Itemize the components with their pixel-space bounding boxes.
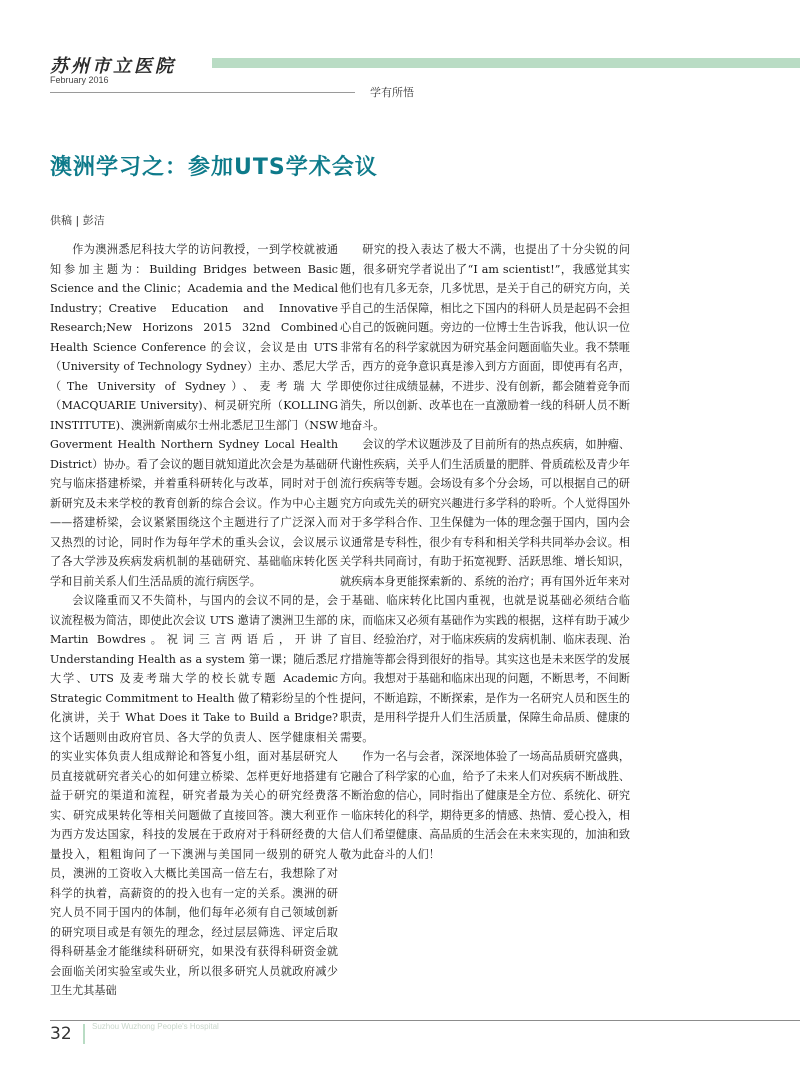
header-divider bbox=[50, 92, 355, 93]
paragraph: 作为澳洲悉尼科技大学的访问教授，一到学校就被通知参加主题为：Building Bridges between Basic Science and the Clinic；Academia and the Medical Industry；Creative Education and Innovative Research;New Horizons 2015 32nd Combined Health Science Conference 的会议，会议是由 UTS（University of Technology Sydney）主办、悉尼大学（The University of Sydney）、麦考瑞大学（MACQUARIE University)、柯灵研究所（KOLLING INSTITUTE)、澳洲新南威尔士州北悉尼卫生部门（NSW Goverment Health Northern Sydney Local Health District）协办。看了会议的题目就知道此次会是为基础研究与临床搭建桥梁，并着重科研转化与改革，同时对于创新研究及未来学校的教育创新的综合会议。作为中心主题——搭建桥梁，会议紧紧围绕这个主题进行了广泛深入而又热烈的讨论，同时作为每年学术的重头会议，会议展示了各大学涉及疾病发病机制的基础研究、基础临床转化医学和目前关系人们生活品质的流行病医学。 bbox=[50, 243, 338, 588]
hospital-name: 苏州市立医院 bbox=[50, 56, 176, 77]
header-accent-bar bbox=[212, 58, 800, 68]
page-number: 32 bbox=[50, 1024, 72, 1044]
article-title: 澳洲学习之：参加UTS学术会议 bbox=[50, 155, 378, 180]
issue-date: February 2016 bbox=[50, 75, 109, 85]
right-column bbox=[340, 240, 630, 864]
left-column bbox=[50, 240, 338, 1001]
paragraph: 研究的投入表达了极大不满，也提出了十分尖锐的问题，很多研究学者说出了“I am scientist!”，我感觉其实他们也有几多无奈，几多忧思，是关于自己的研究方向，关乎自己的生活保障，相比之下国内的科研人员是起码不会担心自己的饭碗问题。旁边的一位博士生告诉我，他认识一位非常有名的科学家就因为研究基金问题面临失业。我不禁咂舌，西方的竞争意识真是渗入到方方面面，即使再有名声，即使你过往成绩显赫，不进步、没有创新，都会随着竞争而消失，所以创新、改革也在一直激励着一线的科研人员不断地奋斗。 bbox=[340, 243, 630, 432]
paragraph: 作为一名与会者，深深地体验了一场高品质研究盛典，它融合了科学家的心血，给予了未来人们对疾病不断战胜、不断治愈的信心，同时指出了健康是全方位、系统化、研究－临床转化的科学，期待更多的情感、热情、爱心投入，相信人们希望健康、高品质的生活会在未来实现的，加油和致敬为此奋斗的人们！ bbox=[340, 750, 630, 861]
section-label: 学有所悟 bbox=[370, 86, 414, 99]
page-number-accent bbox=[83, 1024, 85, 1044]
paragraph: 会议隆重而又不失简朴，与国内的会议不同的是，会议流程极为简洁，即使此次会议 UTS 邀请了澳洲卫生部的 Martin Bowdres。祝词三言两语后，开讲了 Understanding Health as a system 第一课；随后悉尼大学、UTS 及麦考瑞大学的校长就专题 Academic Strategic Commitment to Health 做了精彩纷呈的个性化演讲，关于 What Does it Take to Build a Bridge? 这个话题则由政府官员、各大学的负责人、医学健康相关的实业实体负责人组成辩论和答复小组，面对基层研究人员直接就研究者关心的如何建立桥梁、怎样更好地搭建有益于研究的渠道和流程，研究者最为关心的研究经费落实、研究成果转化等相关问题做了直接回答。澳大利亚作为西方发达国家，科技的发展在于政府对于科研经费的大量投入，粗粗询问了一下澳洲与美国同一级别的研究人员，澳洲的工资收入大概比美国高一倍左右，我想除了对科学的执着，高薪资的的投入也有一定的关系。澳洲的研究人员不同于国内的体制，他们每年必须有自己领域创新的研究项目或是有领先的理念，经过层层筛选、评定后取得科研基金才能继续科研研究，如果没有获得科研资金就会面临关闭实验室或失业，所以很多研究人员就政府减少卫生尤其基础 bbox=[50, 594, 338, 997]
byline: 供稿 | 彭洁 bbox=[50, 214, 105, 227]
paragraph: 会议的学术议题涉及了目前所有的热点疾病，如肿瘤、代谢性疾病，关乎人们生活质量的肥胖、骨质疏松及青少年流行疾病等专题。会场设有多个分会场，可以根据自己的研究方向或先关的研究兴趣进行多学科的聆听。个人觉得国外对于多学科合作、卫生保健为一体的理念强于国内，国内会议通常是专科性，很少有专科和相关学科共同举办会议。相关学科共同商讨，有助于拓宽视野、活跃思维、增长知识，就疾病本身更能探索新的、系统的治疗；再有国外近年来对于基础、临床转化比国内重视，也就是说基础必须结合临床，而临床又必须有基础作为实践的根据，这样有助于减少盲目、经验治疗，对于临床疾病的发病机制、临床表现、治疗措施等都会得到很好的指导。其实这也是未来医学的发展方向。我想对于基础和临床出现的问题，不断思考，不间断提问，不断追踪，不断探索，是作为一名研究人员和医生的职责，是用科学提升人们生活质量，保障生命品质、健康的需要。 bbox=[340, 438, 630, 744]
footer-publication: Suzhou Wuzhong People's Hospital bbox=[92, 1022, 219, 1031]
footer-divider bbox=[50, 1020, 800, 1021]
